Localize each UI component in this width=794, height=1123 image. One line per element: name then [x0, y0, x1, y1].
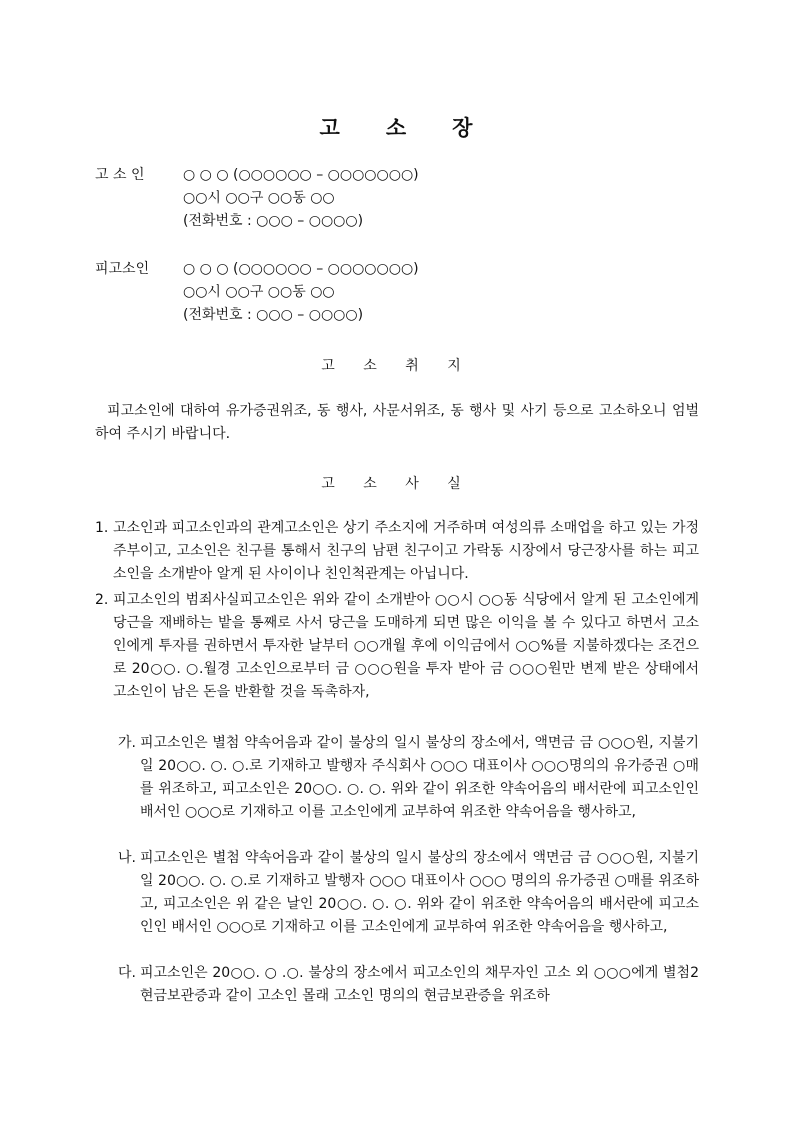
- facts-subitem-na: [118, 847, 699, 939]
- facts-item-2: [95, 589, 699, 704]
- subitem-text: 피고소인은 별첨 약속어음과 같이 불상의 일시 불상의 장소에서, 액면금 금 ○○○원, 지불기일 20○○. ○. ○.로 기재하고 발행자 주식회사 ○○○ 대표이사 ○○○명의의 유가증권 ○매를 위조하고, 피고소인은 20○○. ○. ○. 위와 같이 위조한 약속어음의 배서란에 피고소인인 배서인 ○○○로 기재하고 이를 고소인에게 교부하여 위조한 약속어음을 행사하고,: [140, 735, 699, 820]
- title-char: 소: [385, 116, 409, 140]
- facts-subitem-ga: [118, 732, 699, 824]
- document-title: [0, 112, 794, 142]
- facts-heading: 고 소 사 실: [321, 476, 473, 492]
- subitem-number: 다.: [118, 965, 136, 981]
- title-char: 장: [452, 116, 475, 140]
- title-char: 고: [319, 116, 342, 140]
- subitem-text: 피고소인은 20○○. ○ .○. 불상의 장소에서 피고소인의 채무자인 고소 외 ○○○에게 별첨2 현금보관증과 같이 고소인 몰래 고소인 명의의 현금보관증을 위조하: [140, 965, 699, 1004]
- purpose-heading: 고 소 취 지: [321, 358, 473, 374]
- purpose-text: 피고소인에 대하여 유가증권위조, 동 행사, 사문서위조, 동 행사 및 사기 등으로 고소하오니 엄벌하여 주시기 바랍니다.: [95, 403, 699, 442]
- subitem-number: 가.: [118, 735, 136, 751]
- item-text: 피고소인의 범죄사실피고소인은 위와 같이 소개받아 ○○시 ○○동 식당에서 알게 된 고소인에게 당근을 재배하는 밭을 통째로 사서 당근을 도매하게 되면 많은 이익을 볼 수 있다고 하면서 고소인에게 투자를 권하면서 투자한 날부터 ○○개월 후에 이익금에서 ○○%를 지불하겠다는 조건으로 20○○. ○.월경 고소인으로부터 금 ○○○원을 투자 받아 금 ○○○원만 변제 받은 상태에서 고소인이 남은 돈을 반환할 것을 독촉하자,: [113, 592, 699, 700]
- facts-subitem-da: [118, 962, 699, 1008]
- complainant-phone: (전화번호 : ○○○ – ○○○○): [183, 213, 364, 229]
- facts-item-1: [95, 517, 699, 586]
- subitem-number: 나.: [118, 850, 136, 866]
- complainant-label: 고 소 인: [95, 167, 145, 183]
- complainant-address: ○○시 ○○구 ○○동 ○○: [183, 190, 335, 206]
- item-number: 1.: [95, 520, 109, 536]
- complainant-name: ○ ○ ○ (○○○○○○ – ○○○○○○○): [183, 167, 419, 183]
- defendant-name: ○ ○ ○ (○○○○○○ – ○○○○○○○): [183, 261, 419, 277]
- defendant-label: 피고소인: [95, 261, 150, 277]
- subitem-text: 피고소인은 별첨 약속어음과 같이 불상의 일시 불상의 장소에서 액면금 금 ○○○원, 지불기일 20○○. ○. ○.로 기재하고 발행자 ○○○ 대표이사 ○○○ 명의의 유가증권 ○매를 위조하고, 피고소인은 위 같은 날인 20○○. ○. ○. 위와 같이 위조한 약속어음의 배서란에 피고소인인 배서인 ○○○로 기재하고 이를 고소인에게 교부하여 위조한 약속어음을 행사하고,: [140, 850, 699, 935]
- item-text: 고소인과 피고소인과의 관계고소인은 상기 주소지에 거주하며 여성의류 소매업을 하고 있는 가정주부이고, 고소인은 친구를 통해서 친구의 남편 친구이고 가락동 시장에서 당근장사를 하는 피고소인을 소개받아 알게 된 사이이나 친인척관계는 아닙니다.: [113, 520, 699, 582]
- defendant-phone: (전화번호 : ○○○ – ○○○○): [183, 307, 364, 323]
- defendant-address: ○○시 ○○구 ○○동 ○○: [183, 284, 335, 300]
- item-number: 2.: [95, 592, 109, 608]
